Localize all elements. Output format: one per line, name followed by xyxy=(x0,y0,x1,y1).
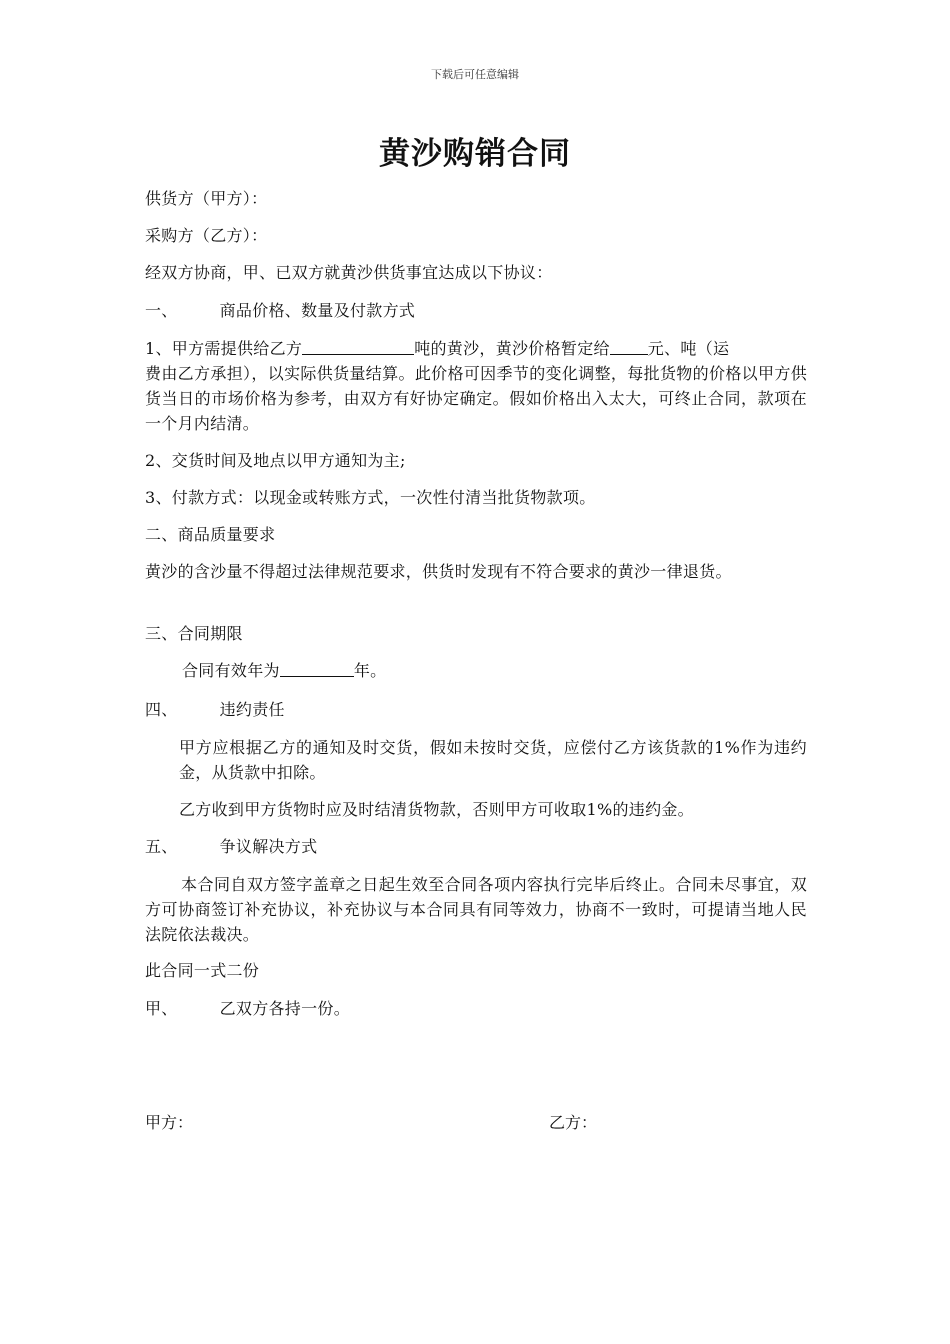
copies-line: 此合同一式二份 xyxy=(145,961,260,980)
copies-line-2: 甲、 乙双方各持一份。 xyxy=(145,999,351,1018)
intro-paragraph: 经双方协商，甲、已双方就黄沙供货事宜达成以下协议： xyxy=(145,263,553,282)
clause-2: 2、交货时间及地点以甲方通知为主; xyxy=(145,451,406,470)
dispute-paragraph: 本合同自双方签字盖章之日起生效至合同各项内容执行完毕后终止。合同未尽事宜，双方可协商签订补充协议，补充协议与本合同具有同等效力，协商不一致时，可提请当地人民法院依法裁决。 xyxy=(145,875,807,944)
section-4-number: 四、 xyxy=(145,700,178,719)
section-1-title: 商品价格、数量及付款方式 xyxy=(219,301,416,320)
section-1-number: 一、 xyxy=(145,301,178,320)
section-5-title: 争议解决方式 xyxy=(219,837,318,856)
breach-paragraph-2: 乙方收到甲方货物时应及时结清货物款，否则甲方可收取1%的违约金。 xyxy=(179,800,694,819)
section-3-heading: 三、合同期限 xyxy=(145,624,243,643)
quality-paragraph: 黄沙的含沙量不得超过法律规范要求，供货时发现有不符合要求的黄沙一律退货。 xyxy=(145,562,732,581)
term-blank xyxy=(280,660,354,677)
document-title: 黄沙购销合同 xyxy=(379,136,571,172)
term-line: 合同有效年为 年。 xyxy=(182,661,387,680)
section-5-heading xyxy=(145,834,807,859)
section-2-heading: 二、商品质量要求 xyxy=(145,525,276,544)
section-5-number: 五、 xyxy=(145,837,178,856)
clause-1-body: 费由乙方承担），以实际供货量结算。此价格可因季节的变化调整，每批货物的价格以甲方供货当日的市场价格为参考，由双方有好协定确定。假如价格出入太大，可终止合同，款项在一个月内结清。 xyxy=(145,364,807,433)
section-4-title: 违约责任 xyxy=(219,700,285,719)
signature-party-b: 乙方： xyxy=(549,1113,598,1132)
quantity-blank xyxy=(302,338,414,355)
clause-3: 3、付款方式：以现金或转账方式，一次性付清当批货物款项。 xyxy=(145,488,596,507)
section-1-heading xyxy=(145,298,807,323)
signature-party-a: 甲方： xyxy=(145,1113,194,1132)
section-4-heading xyxy=(145,697,807,722)
clause-1-line-1: 1、甲方需提供给乙方 吨的黄沙，黄沙价格暂定给 元、吨（运 xyxy=(145,339,730,358)
buyer-label: 采购方（乙方）： xyxy=(145,226,268,245)
header-note: 下载后可任意编辑 xyxy=(431,68,519,81)
supplier-label: 供货方（甲方）： xyxy=(145,189,268,208)
breach-paragraph-1: 甲方应根据乙方的通知及时交货，假如未按时交货，应偿付乙方该货款的1%作为违约金，从货款中扣除。 xyxy=(179,738,807,782)
price-blank xyxy=(610,338,648,355)
